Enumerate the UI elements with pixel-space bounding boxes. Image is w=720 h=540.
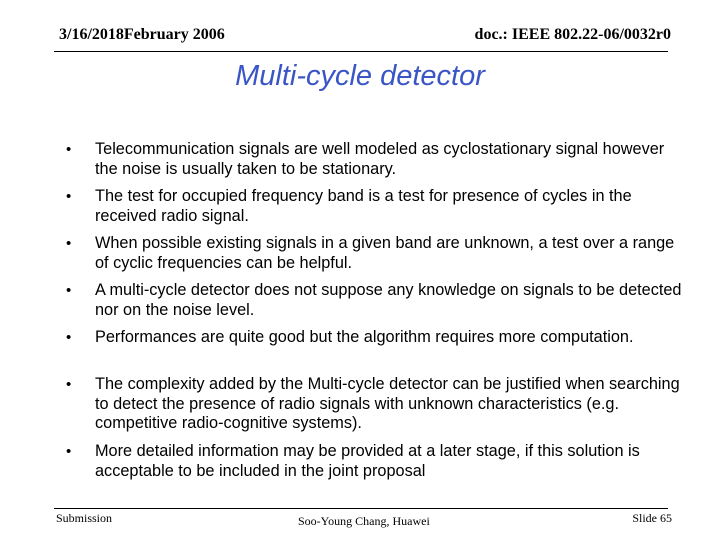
bullet-item: [62, 234, 682, 281]
bullet-dot: •: [66, 141, 72, 158]
bullet-item: [62, 281, 682, 328]
bullet-text: A multi-cycle detector does not suppose any knowledge on signals to be detected nor on the noise level.: [95, 281, 682, 319]
bullet-item: [62, 328, 682, 375]
bullet-item: [62, 140, 682, 187]
bullet-list: [62, 140, 682, 489]
header-date: 3/16/2018February 2006: [59, 26, 225, 43]
header-divider: [54, 51, 668, 52]
bullet-dot: •: [66, 235, 72, 252]
bullet-item: [62, 375, 682, 442]
bullet-text: The complexity added by the Multi-cycle detector can be justified when searching to detect the presence of radio signals with unknown characteristics (e.g. competitive radio-cognitive systems).: [95, 375, 680, 433]
bullet-dot: •: [66, 282, 72, 299]
bullet-dot: •: [66, 329, 72, 346]
bullet-text: When possible existing signals in a given band are unknown, a test over a range of cyclic frequencies can be helpful.: [95, 234, 675, 272]
slide-title: Multi-cycle detector: [235, 60, 485, 92]
bullet-text: Telecommunication signals are well modeled as cyclostationary signal however the noise is usually taken to be stationary.: [95, 140, 665, 178]
bullet-item: [62, 442, 682, 489]
bullet-dot: •: [66, 188, 72, 205]
footer-slide-number: Slide 65: [632, 511, 672, 525]
bullet-text: The test for occupied frequency band is a test for presence of cycles in the received radio signal.: [95, 187, 632, 225]
header-doc-id: doc.: IEEE 802.22-06/0032r0: [474, 26, 671, 43]
footer-author: Soo-Young Chang, Huawei: [298, 514, 430, 528]
bullet-item: [62, 187, 682, 234]
footer-submission: Submission: [56, 511, 113, 525]
footer-divider: [54, 508, 668, 509]
bullet-dot: •: [66, 443, 72, 460]
bullet-text: Performances are quite good but the algorithm requires more computation.: [95, 328, 634, 346]
bullet-text: More detailed information may be provided at a later stage, if this solution is acceptable to be included in the joint proposal: [95, 442, 640, 480]
bullet-dot: •: [66, 376, 72, 393]
